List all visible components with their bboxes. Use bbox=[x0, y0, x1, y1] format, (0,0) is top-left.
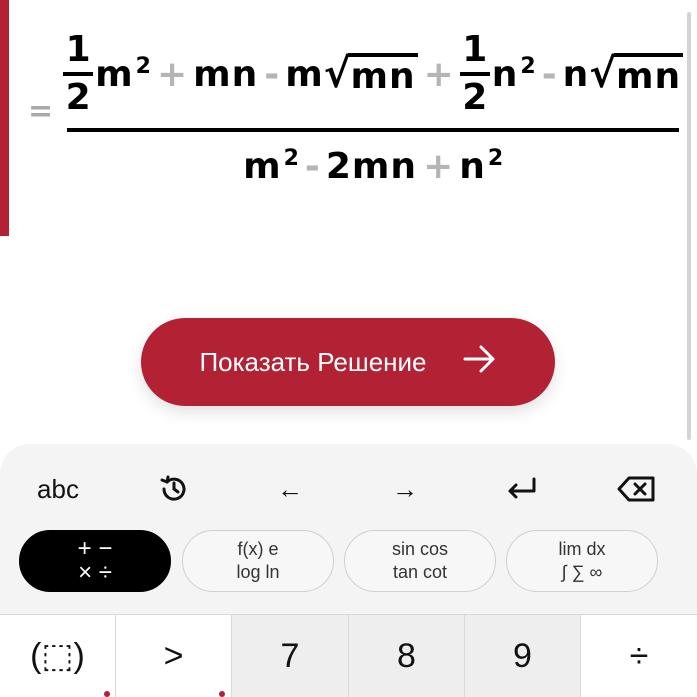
equals-sign: = bbox=[28, 94, 54, 129]
show-solution-button[interactable] bbox=[141, 318, 555, 406]
fraction-denominator: 2 bbox=[65, 77, 91, 118]
term-2mn: 2mn bbox=[325, 146, 418, 187]
abc-key[interactable]: abc bbox=[37, 473, 79, 504]
category-row bbox=[0, 530, 697, 594]
plus-operator: + bbox=[156, 53, 188, 95]
equation bbox=[28, 30, 687, 187]
history-icon[interactable] bbox=[134, 468, 214, 510]
scrollbar[interactable] bbox=[687, 12, 691, 440]
pill-line: × ÷ bbox=[78, 559, 112, 586]
more-options-dot bbox=[104, 691, 110, 697]
digit-8-key[interactable]: 8 bbox=[349, 614, 465, 697]
pill-line: + − bbox=[77, 535, 113, 562]
digit-7-key[interactable]: 7 bbox=[232, 614, 349, 697]
fraction-numerator: 1 bbox=[462, 29, 488, 70]
numerator bbox=[59, 30, 687, 128]
key-label: > bbox=[163, 636, 184, 675]
digit-9-key[interactable]: 9 bbox=[465, 614, 581, 697]
functions-tab[interactable] bbox=[182, 530, 334, 592]
basic-operators-tab[interactable] bbox=[19, 530, 171, 592]
term-n: n bbox=[491, 53, 519, 95]
pill-line: ∫ ∑ ∞ bbox=[561, 562, 603, 582]
main-fraction bbox=[59, 30, 687, 187]
sqrt-mn bbox=[589, 51, 683, 97]
radicand: mn bbox=[348, 53, 417, 97]
greater-than-key[interactable] bbox=[116, 614, 232, 697]
term-mn: mn bbox=[193, 53, 259, 95]
return-icon[interactable] bbox=[481, 468, 561, 510]
radical-sign: √ bbox=[589, 51, 616, 97]
show-solution-label: Показать Решение bbox=[199, 346, 427, 377]
more-options-dot bbox=[219, 691, 225, 697]
fraction-denominator: 2 bbox=[462, 77, 488, 118]
fraction-bar bbox=[63, 72, 93, 76]
pill-line: f(x) e bbox=[237, 539, 279, 559]
accent-bar bbox=[0, 0, 9, 236]
math-keyboard bbox=[0, 444, 697, 697]
pill-line: lim dx bbox=[558, 539, 606, 559]
cursor-right-key[interactable]: → bbox=[392, 473, 418, 504]
denominator bbox=[239, 132, 507, 187]
pill-line: tan cot bbox=[392, 562, 448, 582]
sqrt-mn bbox=[324, 51, 418, 97]
term-n: n bbox=[459, 146, 486, 187]
parentheses-key[interactable] bbox=[0, 614, 116, 697]
half-fraction bbox=[63, 30, 93, 118]
fraction-numerator: 1 bbox=[65, 29, 91, 70]
exponent: 2 bbox=[487, 146, 504, 171]
radicand: mn bbox=[614, 53, 683, 97]
minus-operator: - bbox=[264, 53, 280, 95]
exponent: 2 bbox=[135, 53, 151, 79]
trig-tab[interactable] bbox=[344, 530, 496, 592]
backspace-icon[interactable] bbox=[597, 468, 677, 510]
fraction-bar bbox=[460, 72, 490, 76]
divide-key[interactable]: ÷ bbox=[581, 614, 697, 697]
calculus-tab[interactable] bbox=[506, 530, 658, 592]
coefficient-n: n bbox=[562, 53, 590, 95]
term-m: m bbox=[243, 146, 282, 187]
keyboard-top-row bbox=[0, 468, 697, 510]
pill-line: log ln bbox=[236, 562, 280, 582]
minus-operator: - bbox=[304, 146, 320, 187]
pill-line: sin cos bbox=[391, 539, 449, 559]
half-fraction bbox=[460, 30, 490, 118]
keyboard-bottom-row bbox=[0, 614, 697, 697]
minus-operator: - bbox=[541, 53, 557, 95]
exponent: 2 bbox=[283, 146, 299, 171]
arrow-right-icon bbox=[463, 344, 497, 381]
term-m: m bbox=[95, 53, 134, 95]
key-label: (⬚) bbox=[30, 637, 85, 675]
plus-operator: + bbox=[423, 53, 454, 95]
exponent: 2 bbox=[520, 53, 536, 79]
radical-sign: √ bbox=[323, 51, 351, 97]
plus-operator: + bbox=[423, 146, 454, 187]
coefficient-m: m bbox=[285, 53, 324, 95]
cursor-left-key[interactable]: ← bbox=[277, 473, 303, 504]
